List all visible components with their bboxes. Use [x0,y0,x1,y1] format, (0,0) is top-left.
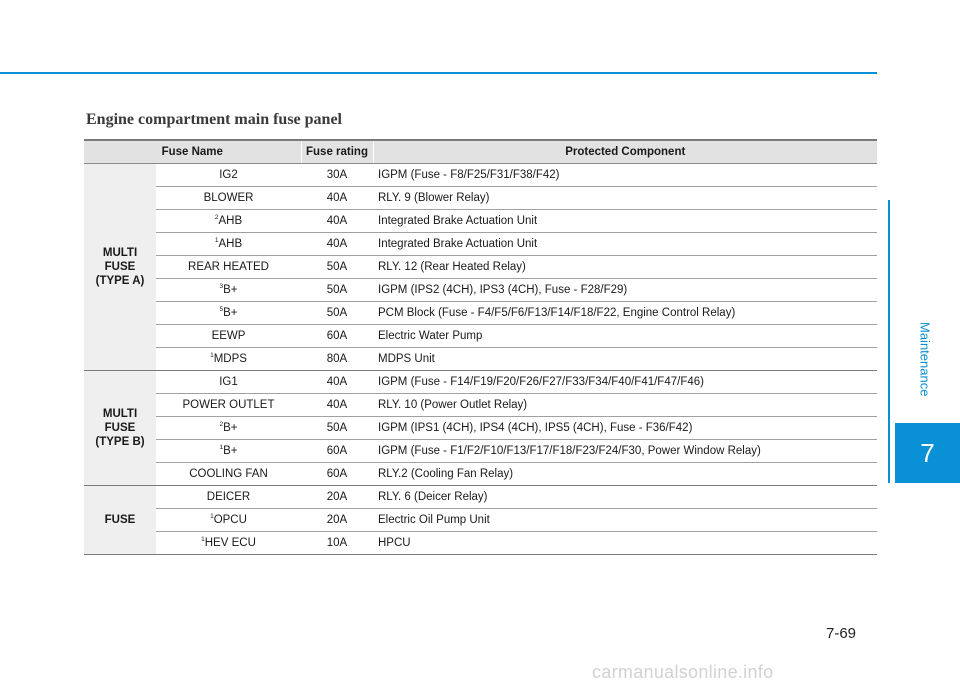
protected-component-cell: IGPM (Fuse - F8/F25/F31/F38/F42) [373,164,877,187]
table-header-row [84,140,877,164]
footnote-marker: 2 [214,214,219,222]
fuse-name-cell [156,417,301,440]
fuse-rating-cell: 40A [301,210,373,233]
protected-component-cell: Integrated Brake Actuation Unit [373,233,877,256]
fuse-rating-cell: 20A [301,509,373,532]
fuse-table-body [84,164,877,555]
protected-component-cell: IGPM (Fuse - F14/F19/F20/F26/F27/F33/F34/F40/F41/F47/F46) [373,371,877,394]
fuse-name-cell [156,394,301,417]
fuse-name-cell [156,532,301,555]
fuse-group-label-line: (TYPE B) [95,436,145,448]
protected-component-cell: IGPM (IPS1 (4CH), IPS4 (4CH), IPS5 (4CH), Fuse - F36/F42) [373,417,877,440]
fuse-name-cell [156,463,301,486]
fuse-group-label-line: FUSE [104,422,136,434]
header-protected-component: Protected Component [373,140,877,164]
table-row [84,210,877,233]
fuse-rating-cell: 60A [301,325,373,348]
fuse-name-cell [156,256,301,279]
footnote-marker: 1 [219,444,224,452]
fuse-rating-cell: 60A [301,440,373,463]
fuse-name-cell [156,440,301,463]
fuse-name-cell [156,348,301,371]
watermark: carmanualsonline.info [592,662,774,682]
table-row [84,417,877,440]
fuse-name-cell [156,486,301,509]
fuse-name: B+ [223,445,238,457]
protected-component-cell: IGPM (Fuse - F1/F2/F10/F13/F17/F18/F23/F24/F30, Power Window Relay) [373,440,877,463]
fuse-name-cell [156,210,301,233]
table-row [84,394,877,417]
table-row [84,302,877,325]
fuse-rating-cell: 10A [301,532,373,555]
fuse-name: OPCU [213,514,247,526]
fuse-rating-cell: 40A [301,233,373,256]
table-row [84,279,877,302]
fuse-name: MDPS [213,353,247,365]
protected-component-cell: RLY. 12 (Rear Heated Relay) [373,256,877,279]
table-row [84,509,877,532]
side-tab-label: Maintenance [917,322,933,397]
fuse-name: HEV ECU [204,537,256,549]
fuse-name-cell [156,187,301,210]
fuse-name-cell [156,164,301,187]
page-number: 7-69 [826,625,857,642]
fuse-rating-cell: 30A [301,164,373,187]
fuse-rating-cell: 50A [301,279,373,302]
fuse-group-label-line: FUSE [104,514,136,526]
protected-component-cell: PCM Block (Fuse - F4/F5/F6/F13/F14/F18/F22, Engine Control Relay) [373,302,877,325]
table-row [84,325,877,348]
fuse-rating-cell: 40A [301,187,373,210]
fuse-rating-cell: 50A [301,417,373,440]
fuse-name: B+ [223,307,238,319]
fuse-group-label [84,371,156,486]
protected-component-cell: Electric Water Pump [373,325,877,348]
fuse-name: B+ [223,422,238,434]
side-tab-line [888,200,890,483]
fuse-rating-cell: 50A [301,256,373,279]
header-fuse-name: Fuse Name [84,140,301,164]
fuse-group-label-line: (TYPE A) [95,275,145,287]
table-row [84,256,877,279]
fuse-group-label-line: MULTI [102,247,138,259]
fuse-rating-cell: 50A [301,302,373,325]
fuse-group-label [84,164,156,371]
fuse-name: REAR HEATED [188,261,269,273]
fuse-name: COOLING FAN [189,468,268,480]
fuse-rating-cell: 20A [301,486,373,509]
fuse-name-cell [156,509,301,532]
fuse-rating-cell: 40A [301,371,373,394]
protected-component-cell: HPCU [373,532,877,555]
table-row [84,348,877,371]
table-row [84,187,877,210]
table-row [84,164,877,187]
fuse-group-label-line: FUSE [104,261,136,273]
top-rule [0,72,877,74]
table-row [84,486,877,509]
header-fuse-rating: Fuse rating [301,140,373,164]
protected-component-cell: RLY. 10 (Power Outlet Relay) [373,394,877,417]
fuse-table [84,139,877,555]
table-row [84,532,877,555]
fuse-name-cell [156,302,301,325]
protected-component-cell: RLY. 9 (Blower Relay) [373,187,877,210]
fuse-rating-cell: 60A [301,463,373,486]
footnote-marker: 5 [219,306,224,314]
fuse-name-cell [156,279,301,302]
fuse-name-cell [156,233,301,256]
table-row [84,440,877,463]
table-row [84,233,877,256]
chapter-number-badge: 7 [895,423,960,483]
fuse-name: IG2 [219,169,238,181]
fuse-name-cell [156,371,301,394]
fuse-name: DEICER [206,491,251,503]
table-row [84,371,877,394]
section-title: Engine compartment main fuse panel [86,111,342,128]
footnote-marker: 1 [214,237,219,245]
fuse-group-label [84,486,156,555]
protected-component-cell: Integrated Brake Actuation Unit [373,210,877,233]
footnote-marker: 3 [219,283,224,291]
footnote-marker: 2 [219,421,224,429]
footnote-marker: 1 [210,352,214,360]
fuse-name: BLOWER [203,192,254,204]
fuse-name: AHB [218,238,243,250]
fuse-name: EEWP [211,330,246,342]
fuse-rating-cell: 80A [301,348,373,371]
footnote-marker: 1 [201,536,205,544]
fuse-name: AHB [218,215,243,227]
protected-component-cell: RLY.2 (Cooling Fan Relay) [373,463,877,486]
fuse-name: POWER OUTLET [182,399,275,411]
footnote-marker: 1 [210,513,214,521]
protected-component-cell: MDPS Unit [373,348,877,371]
protected-component-cell: Electric Oil Pump Unit [373,509,877,532]
protected-component-cell: IGPM (IPS2 (4CH), IPS3 (4CH), Fuse - F28/F29) [373,279,877,302]
protected-component-cell: RLY. 6 (Deicer Relay) [373,486,877,509]
fuse-name: B+ [223,284,238,296]
fuse-name-cell [156,325,301,348]
fuse-name: IG1 [219,376,238,388]
fuse-group-label-line: MULTI [102,408,138,420]
table-row [84,463,877,486]
fuse-rating-cell: 40A [301,394,373,417]
